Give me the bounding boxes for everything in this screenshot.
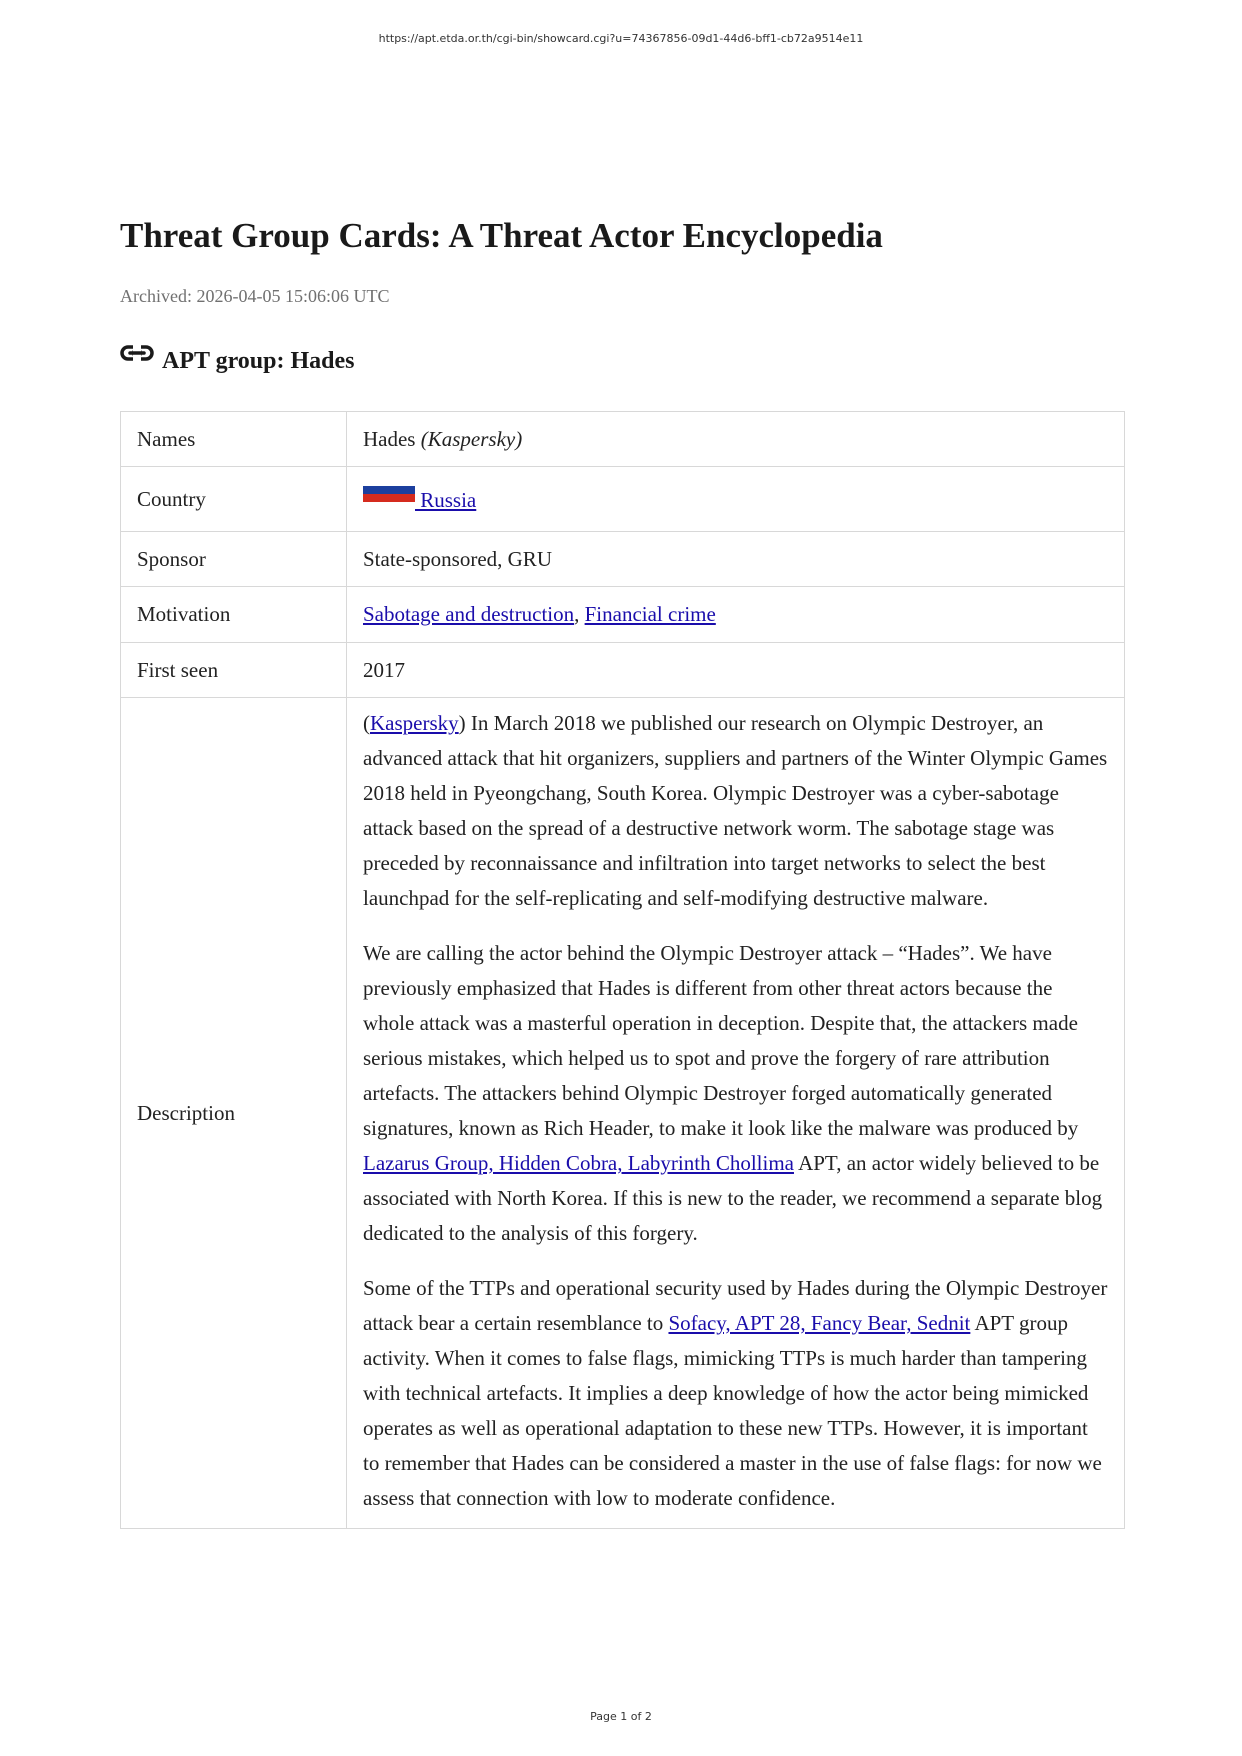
motivation-link-financial[interactable]: Financial crime [584,602,716,626]
description-paragraph-2 [363,936,1108,1251]
row-description [121,698,1125,1529]
names-source: (Kaspersky) [420,426,523,451]
description-p1-text: ) In March 2018 we published our research on Olympic Destroyer, an advanced attack that hit organizers, suppliers and partners of the Winter Olympic Games 2018 held in Pyeongchang, South Korea. Olympic Destroyer was a cyber-sabotage attack based on the spread of a destructive network worm. The sabotage stage was preceded by reconnaissance and infiltration into target networks to select the best launchpad for the self-replicating and self-modifying destructive malware. [363,711,1108,910]
country-value [347,467,1125,532]
country-label: Country [121,467,347,532]
first-seen-value: 2017 [347,643,1125,698]
names-text: Hades [363,426,416,451]
sponsor-label: Sponsor [121,532,347,587]
country-link-text[interactable]: Russia [415,487,477,512]
description-p3-text-b: APT group activity. When it comes to false flags, mimicking TTPs is much harder than tampering with technical artefacts. It implies a deep knowledge of how the actor being mimicked operates as well as operational adaptation to these new TTPs. However, it is important to remember that Hades can be considered a master in the use of false flags: for now we assess that connection with low to moderate confidence. [363,1311,1102,1510]
description-label: Description [121,698,347,1529]
description-p2-text-a: We are calling the actor behind the Olympic Destroyer attack – “Hades”. We have previously emphasized that Hades is different from other threat actors because the whole attack was a masterful operation in deception. Despite that, the attackers made serious mistakes, which helped us to spot and prove the forgery of rare attribution artefacts. The attackers behind Olympic Destroyer forged automatically generated signatures, known as Rich Header, to make it look like the malware was produced by [363,941,1079,1140]
country-link[interactable] [363,488,476,512]
row-names [121,412,1125,467]
page-title: Threat Group Cards: A Threat Actor Encyclopedia [120,216,883,255]
row-motivation [121,587,1125,643]
first-seen-label: First seen [121,643,347,698]
motivation-value [347,587,1125,643]
motivation-label: Motivation [121,587,347,643]
motivation-link-sabotage[interactable]: Sabotage and destruction [363,602,575,626]
link-icon[interactable] [120,342,156,366]
lazarus-group-link[interactable]: Lazarus Group, Hidden Cobra, Labyrinth Chollima [363,1151,794,1175]
sponsor-value: State-sponsored, GRU [347,532,1125,587]
page-url: https://apt.etda.or.th/cgi-bin/showcard.cgi?u=74367856-09d1-44d6-bff1-cb72a9514e11 [378,32,864,45]
russia-flag-icon [363,478,415,502]
archived-timestamp: Archived: 2026-04-05 15:06:06 UTC [120,286,390,306]
description-paragraph-1 [363,706,1108,916]
names-value [347,412,1125,467]
names-label: Names [121,412,347,467]
page-footer: Page 1 of 2 [590,1710,652,1723]
row-country [121,467,1125,532]
row-sponsor [121,532,1125,587]
row-first-seen [121,643,1125,698]
group-heading [120,348,354,375]
motivation-separator: , [574,602,585,626]
description-p2-text-b: APT, an actor widely believed to be associated with North Korea. If this is new to the reader, we recommend a separate blog dedicated to the analysis of this forgery. [363,1151,1103,1245]
sofacy-link[interactable]: Sofacy, APT 28, Fancy Bear, Sednit [668,1311,971,1335]
description-value [347,698,1125,1529]
description-p3-text-a: Some of the TTPs and operational security used by Hades during the Olympic Destroyer attack bear a certain resemblance to [363,1276,1108,1335]
group-heading-text: APT group: Hades [162,348,355,374]
description-paragraph-3 [363,1271,1108,1516]
kaspersky-link[interactable]: Kaspersky [370,711,459,735]
paren-open: ( [363,711,370,735]
threat-card-table [120,411,1125,1529]
